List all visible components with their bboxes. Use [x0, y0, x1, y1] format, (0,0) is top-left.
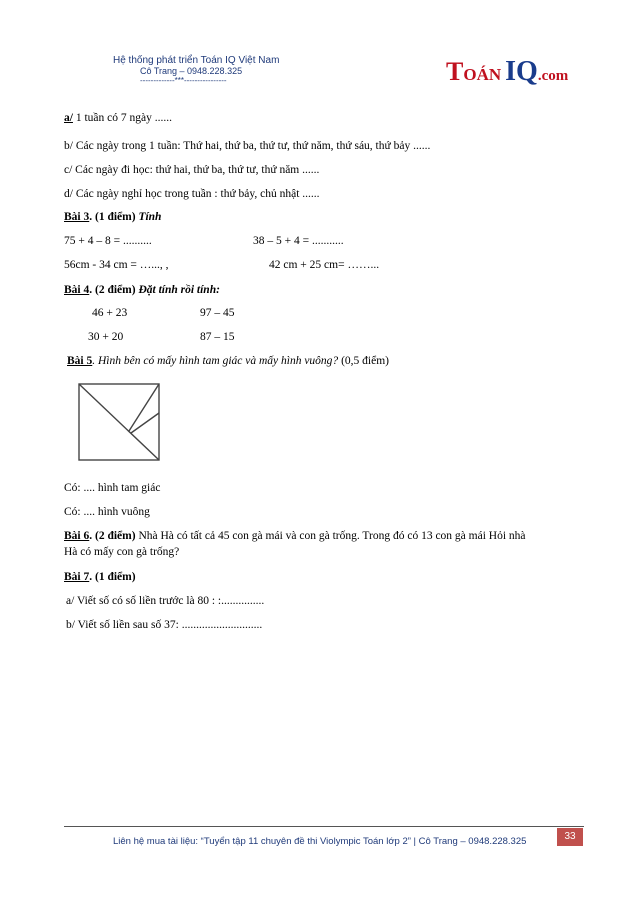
header-org: Hệ thống phát triển Toán IQ Việt Nam	[113, 55, 280, 66]
bai3-expr-1: 75 + 4 – 8 = ..........	[64, 235, 152, 247]
bai5-answer-squares: Có: .... hình vuông	[64, 506, 150, 518]
toaniq-logo: TOÁN IQ.com	[446, 56, 569, 87]
bai3-expr-4: 42 cm + 25 cm= ……...	[269, 259, 380, 271]
line-b: b/ Các ngày trong 1 tuần: Thứ hai, thứ ba, thứ tư, thứ năm, thứ sáu, thứ bảy ......	[64, 140, 431, 152]
bai5-heading: Bài 5. Hình bên có mấy hình tam giác và mấy hình vuông? (0,5 điểm)	[67, 355, 389, 367]
bai4-expr-1: 46 + 23	[92, 307, 128, 319]
footer-text: Liên hệ mua tài liệu: “Tuyển tập 11 chuyên đề thi Violympic Toán lớp 2” | Cô Trang – 0948.228.325	[113, 836, 527, 847]
bai4-expr-3: 30 + 20	[88, 331, 124, 343]
bai7-a: a/ Viết số có số liền trước là 80 : :...............	[66, 595, 265, 607]
bai3-heading: Bài 3. (1 điểm) Tính	[64, 211, 162, 223]
bai4-expr-4: 87 – 15	[200, 331, 235, 343]
page-number: 33	[557, 828, 583, 846]
bai4-expr-2: 97 – 45	[200, 307, 235, 319]
bai6-heading: Bài 6. (2 điểm) Nhà Hà có tất cả 45 con gà mái và con gà trống. Trong đó có 13 con gà mái Hỏi nhà	[64, 530, 526, 542]
bai6-line-2: Hà có mấy con gà trống?	[64, 546, 180, 558]
footer-divider	[64, 826, 584, 827]
bai3-expr-2: 38 – 5 + 4 = ...........	[253, 235, 344, 247]
header-divider: -------------***----------------	[140, 76, 227, 85]
bai3-expr-3: 56cm - 34 cm = …..., ,	[64, 259, 169, 271]
bai4-heading: Bài 4. (2 điểm) Đặt tính rồi tính:	[64, 284, 220, 296]
figure-line-2	[131, 413, 159, 433]
line-c: c/ Các ngày đi học: thứ hai, thứ ba, thứ tư, thứ năm ......	[64, 164, 320, 176]
bai7-heading: Bài 7. (1 điểm)	[64, 571, 136, 583]
line-d: d/ Các ngày nghỉ học trong tuần : thứ bảy, chủ nhật ......	[64, 188, 320, 200]
header-contact: Cô Trang – 0948.228.325	[140, 66, 243, 76]
bai5-answer-triangles: Có: .... hình tam giác	[64, 482, 161, 494]
line-a: a/ 1 tuần có 7 ngày ......	[64, 112, 172, 124]
bai7-b: b/ Viết số liền sau số 37: ............................	[66, 619, 263, 631]
shapes-figure	[78, 383, 162, 463]
